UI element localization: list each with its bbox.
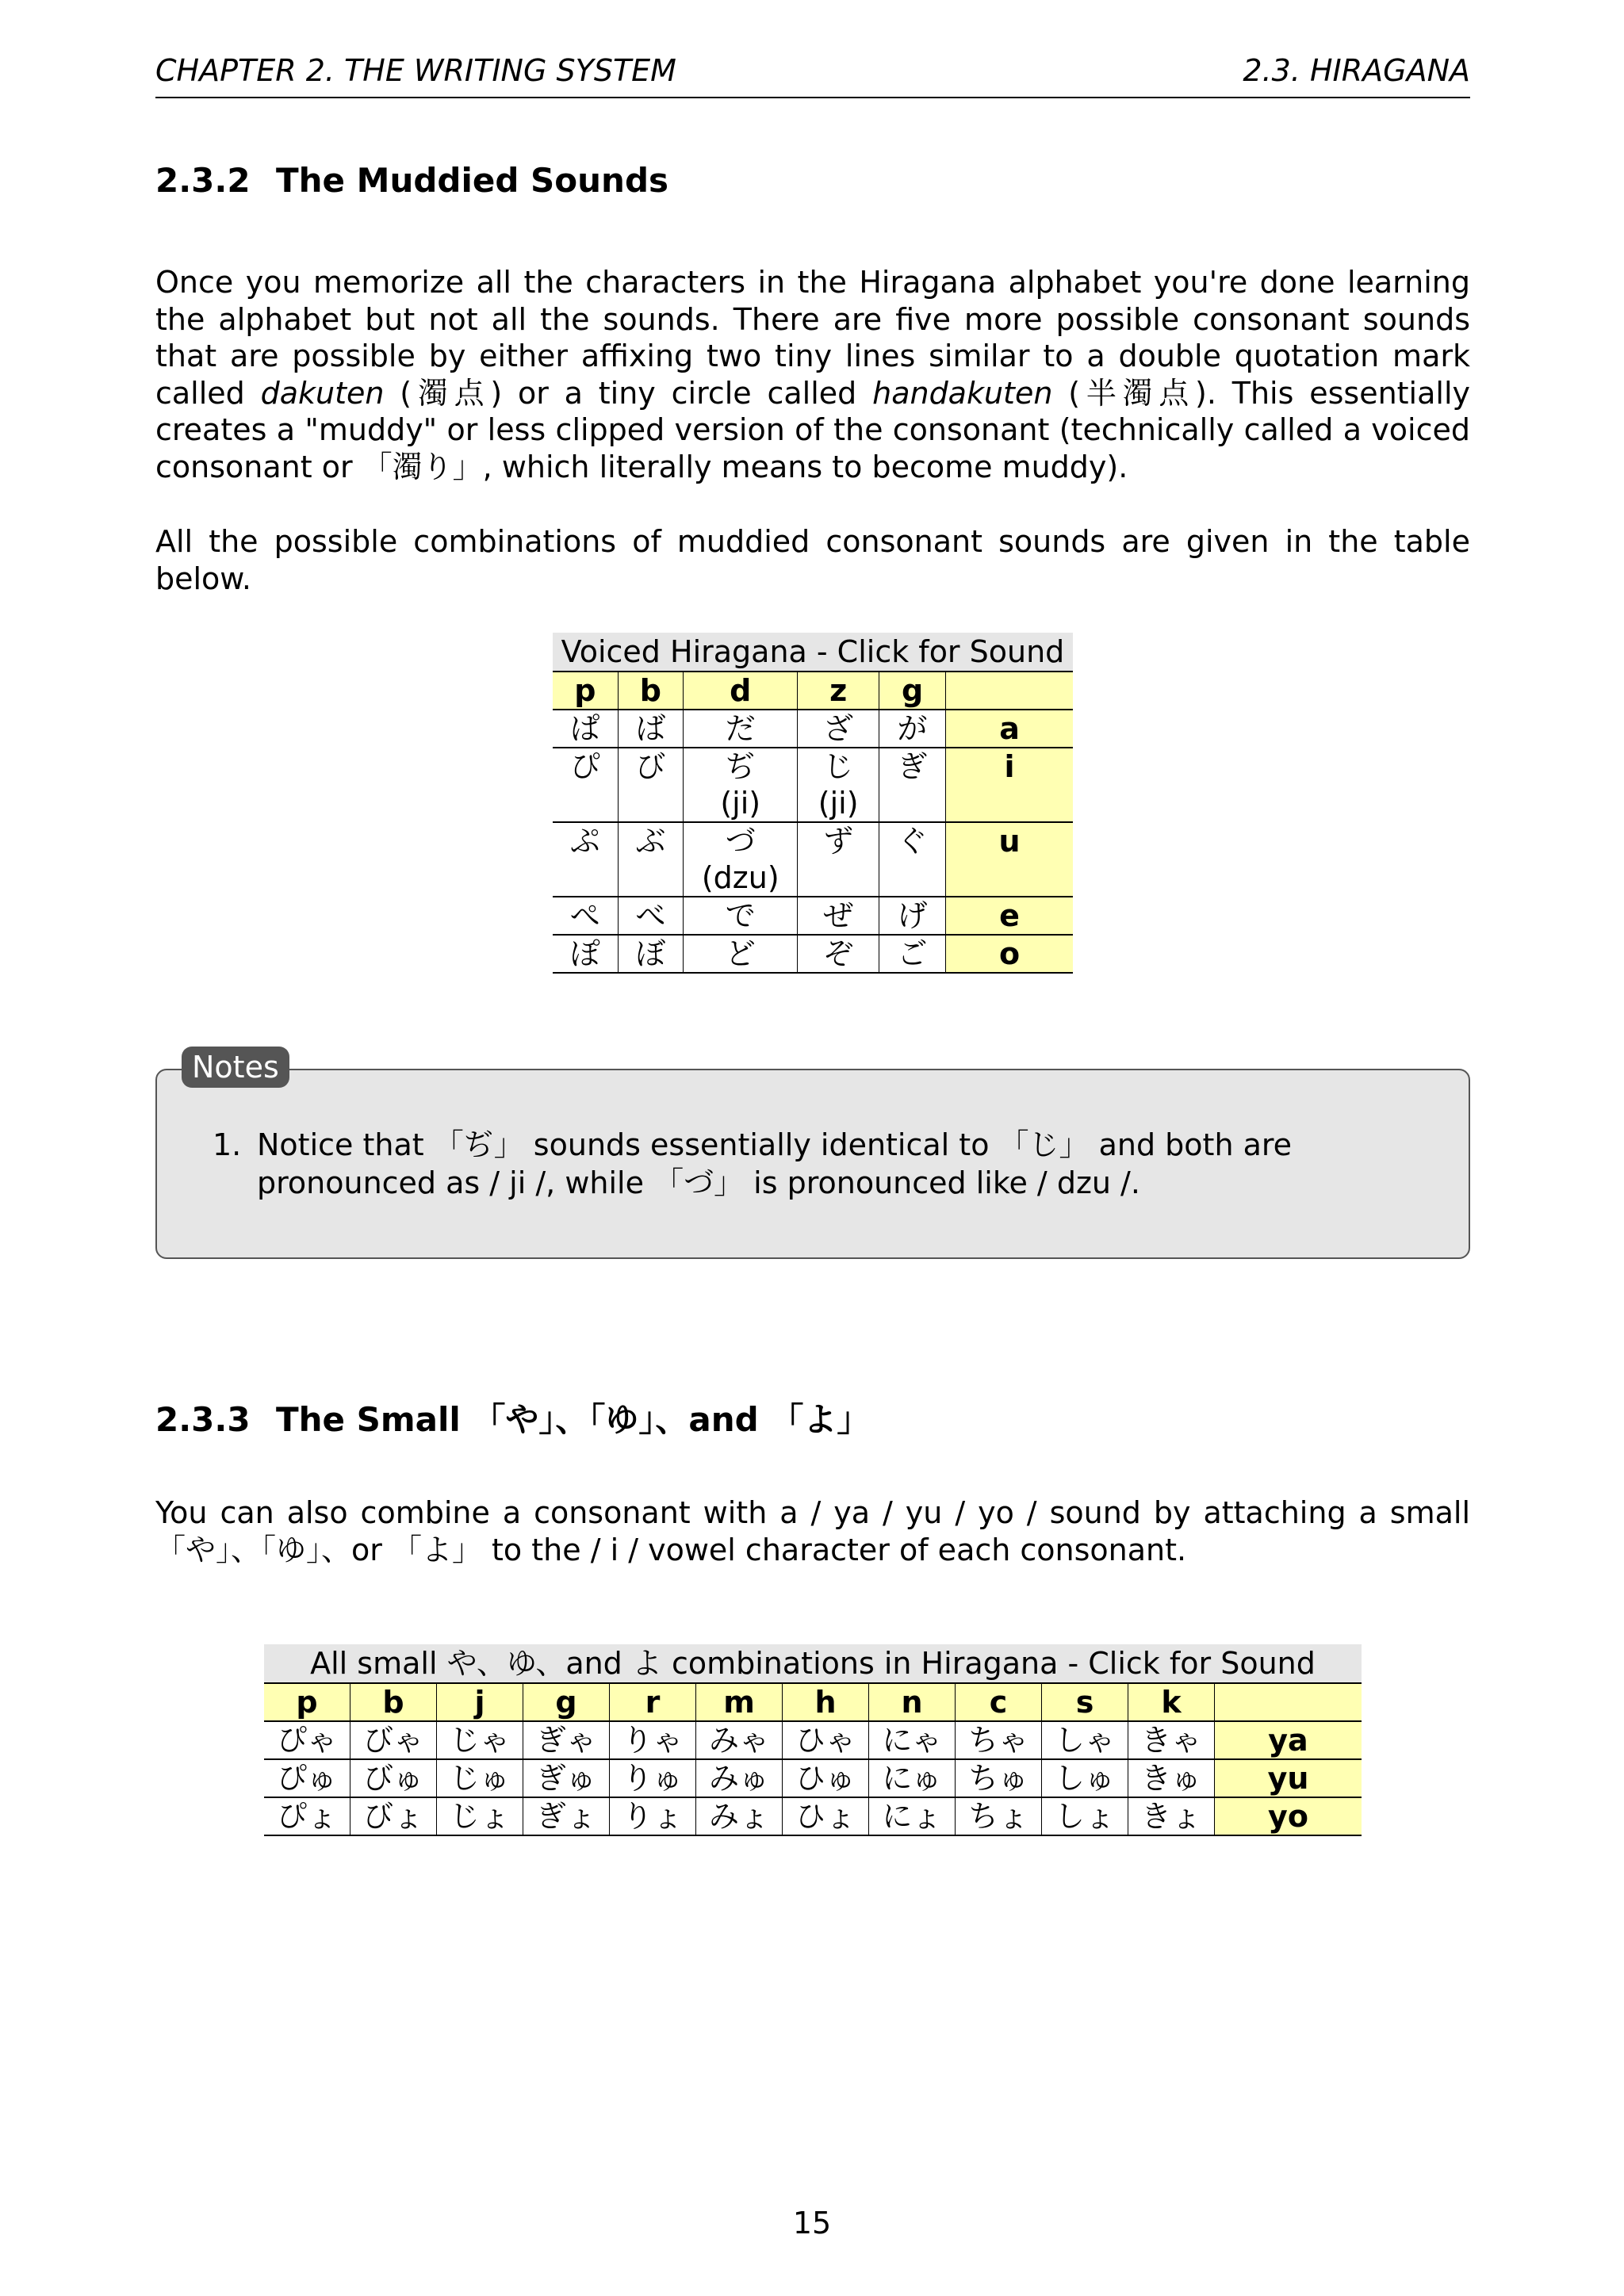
column-header: b — [350, 1684, 437, 1721]
kana-cell[interactable] — [618, 935, 684, 973]
vowel-label: a — [946, 710, 1073, 748]
kana-glyph[interactable]: げ — [897, 898, 928, 933]
column-header: c — [956, 1684, 1042, 1721]
kana-cell[interactable]: ちゅ — [956, 1759, 1042, 1797]
table-row — [264, 1721, 1362, 1759]
vowel-label: ya — [1215, 1721, 1362, 1759]
kana-cell[interactable] — [684, 935, 798, 973]
kana-cell[interactable] — [618, 748, 684, 822]
kana-cell[interactable]: きょ — [1128, 1797, 1215, 1835]
kana-cell[interactable]: ひょ — [783, 1797, 869, 1835]
kana-cell[interactable]: びゅ — [350, 1759, 437, 1797]
vowel-label: i — [946, 748, 1073, 822]
kana-glyph[interactable]: ぴ — [569, 749, 600, 784]
kana-glyph[interactable]: ぎ — [897, 749, 928, 784]
column-header: b — [618, 672, 684, 710]
kana-cell[interactable]: びゃ — [350, 1721, 437, 1759]
kana-cell[interactable]: きゅ — [1128, 1759, 1215, 1797]
column-header: s — [1042, 1684, 1128, 1721]
running-header — [155, 49, 1470, 98]
kana-cell[interactable] — [879, 748, 945, 822]
section-title: The Muddied Sounds — [276, 161, 669, 200]
section-heading-233 — [155, 1394, 870, 1441]
kana-cell[interactable] — [618, 710, 684, 748]
kana-cell[interactable] — [553, 897, 618, 935]
column-header: z — [798, 672, 879, 710]
kana-glyph[interactable]: ぺ — [569, 898, 600, 933]
kana-cell[interactable]: みゃ — [696, 1721, 783, 1759]
kana-glyph[interactable]: ど — [725, 936, 756, 971]
kana-cell[interactable]: ぴゃ — [264, 1721, 350, 1759]
paragraph-text: (濁点) or a tiny circle called — [384, 375, 873, 411]
section-heading-232 — [155, 161, 668, 200]
kana-cell[interactable]: びょ — [350, 1797, 437, 1835]
kana-cell[interactable]: ぴょ — [264, 1797, 350, 1835]
kana-glyph[interactable]: ぽ — [569, 936, 600, 971]
kana-cell[interactable]: きゃ — [1128, 1721, 1215, 1759]
kana-cell[interactable]: みょ — [696, 1797, 783, 1835]
kana-cell[interactable]: じょ — [437, 1797, 523, 1835]
kana-cell[interactable]: ちょ — [956, 1797, 1042, 1835]
table-caption[interactable]: All small や、ゆ、and よ combinations in Hiragana - Click for Sound — [264, 1644, 1362, 1684]
kana-cell[interactable]: にょ — [869, 1797, 956, 1835]
kana-cell[interactable] — [618, 822, 684, 897]
kana-cell[interactable]: にゃ — [869, 1721, 956, 1759]
kana-glyph[interactable]: ぜ — [823, 898, 854, 933]
small-kana-paragraph: You can also combine a consonant with a / ya / yu / yo / sound by attaching a small 「や」、「ゆ」、or 「よ」 to the / i / vowel character of each consonant. — [155, 1495, 1470, 1567]
kana-cell[interactable] — [553, 935, 618, 973]
kana-glyph[interactable]: ぱ — [569, 711, 600, 746]
vowel-label: e — [946, 897, 1073, 935]
column-header: d — [684, 672, 798, 710]
vowel-label: yo — [1215, 1797, 1362, 1835]
column-header: m — [696, 1684, 783, 1721]
table-header-row — [553, 672, 1073, 710]
column-header: j — [437, 1684, 523, 1721]
kana-cell[interactable] — [553, 710, 618, 748]
kana-cell[interactable]: しゃ — [1042, 1721, 1128, 1759]
kana-cell[interactable]: りゃ — [610, 1721, 696, 1759]
kana-cell[interactable]: ぎゅ — [523, 1759, 610, 1797]
kana-cell[interactable]: にゅ — [869, 1759, 956, 1797]
section-number: 2.3.2 — [155, 161, 251, 200]
chapter-header: CHAPTER 2. THE WRITING SYSTEM — [155, 53, 676, 88]
kana-glyph[interactable]: ざ — [823, 711, 854, 746]
kana-glyph[interactable]: が — [897, 711, 928, 746]
page-number: 15 — [792, 2206, 832, 2241]
column-header: k — [1128, 1684, 1215, 1721]
kana-glyph[interactable]: ぷ — [569, 824, 600, 859]
paragraph-text: (半濁点). This essentially creates a "muddy" or less clipped version of the consonant (technically called a voiced consonant or 「濁り」, which literally means to become muddy). — [155, 375, 1470, 484]
kana-cell[interactable]: ひゃ — [783, 1721, 869, 1759]
kana-cell[interactable]: ぎょ — [523, 1797, 610, 1835]
note-text: Notice that 「ぢ」 sounds essentially identical to 「じ」 and both are pronounced as / ji /, while 「づ」 is pronounced like / dzu /. — [257, 1127, 1293, 1200]
kana-cell[interactable]: じゃ — [437, 1721, 523, 1759]
kana-cell[interactable]: みゅ — [696, 1759, 783, 1797]
kana-glyph[interactable]: で — [725, 898, 756, 933]
column-header-blank — [1215, 1684, 1362, 1721]
column-header: g — [523, 1684, 610, 1721]
kana-glyph[interactable]: ぞ — [823, 936, 854, 971]
vowel-label: o — [946, 935, 1073, 973]
column-header: p — [553, 672, 618, 710]
column-header: h — [783, 1684, 869, 1721]
romaji-note: (dzu) — [701, 860, 779, 895]
kana-cell[interactable] — [879, 897, 945, 935]
kana-cell[interactable]: じゅ — [437, 1759, 523, 1797]
notes-list — [213, 1126, 1440, 1202]
romaji-note: (ji) — [720, 786, 761, 821]
kana-glyph[interactable]: べ — [635, 898, 666, 933]
section-number: 2.3.3 — [155, 1400, 251, 1439]
term-dakuten: dakuten — [260, 375, 385, 411]
table-intro-paragraph: All the possible combinations of muddied consonant sounds are given in the table below. — [155, 524, 1470, 596]
kana-cell[interactable]: りゅ — [610, 1759, 696, 1797]
table-row — [553, 710, 1073, 748]
kana-glyph[interactable]: ぢ — [725, 749, 756, 784]
kana-cell[interactable] — [798, 748, 879, 822]
kana-glyph[interactable]: ぼ — [635, 936, 666, 971]
kana-cell[interactable]: ぴゅ — [264, 1759, 350, 1797]
kana-cell[interactable] — [684, 897, 798, 935]
column-header-blank — [946, 672, 1073, 710]
paragraph-text: Once you memorize all the characters in the Hiragana alphabet you're done learning the alphabet but not all the sounds. There are five more possible consonant sounds that are possible by either affixing two tiny lines similar to a double quotation mark called — [155, 265, 1470, 411]
kana-cell[interactable]: ぎゃ — [523, 1721, 610, 1759]
kana-cell[interactable] — [684, 822, 798, 897]
intro-paragraph — [155, 264, 1470, 485]
kana-glyph[interactable]: ぶ — [635, 824, 666, 859]
kana-glyph[interactable]: ぐ — [897, 824, 928, 859]
kana-cell[interactable]: ちゃ — [956, 1721, 1042, 1759]
table-row — [553, 822, 1073, 897]
vowel-label: yu — [1215, 1759, 1362, 1797]
notes-tag: Notes — [182, 1047, 289, 1088]
voiced-hiragana-table[interactable] — [553, 633, 1073, 974]
kana-cell[interactable]: ひゅ — [783, 1759, 869, 1797]
kana-cell[interactable] — [553, 822, 618, 897]
section-header: 2.3. HIRAGANA — [1243, 53, 1470, 88]
table-row — [553, 935, 1073, 973]
note-item — [213, 1126, 1440, 1202]
table-row — [553, 748, 1073, 822]
kana-cell[interactable]: りょ — [610, 1797, 696, 1835]
table-header-row — [264, 1684, 1362, 1721]
kana-cell[interactable] — [798, 710, 879, 748]
column-header: r — [610, 1684, 696, 1721]
kana-cell[interactable] — [798, 822, 879, 897]
table-caption[interactable]: Voiced Hiragana - Click for Sound — [553, 633, 1073, 672]
table-row — [264, 1797, 1362, 1835]
kana-cell[interactable]: しょ — [1042, 1797, 1128, 1835]
note-number: 1. — [213, 1127, 242, 1162]
romaji-note: (ji) — [818, 786, 859, 821]
kana-cell[interactable] — [879, 935, 945, 973]
kana-glyph[interactable]: ご — [897, 936, 928, 971]
kana-glyph[interactable]: ず — [823, 824, 854, 859]
kana-glyph[interactable]: じ — [823, 749, 854, 784]
kana-cell[interactable] — [618, 897, 684, 935]
term-handakuten: handakuten — [872, 375, 1053, 411]
kana-glyph[interactable]: だ — [725, 711, 756, 746]
section-title: The Small 「や」、「ゆ」、and 「よ」 — [276, 1400, 871, 1439]
kana-cell[interactable] — [553, 748, 618, 822]
kana-glyph[interactable]: ば — [635, 711, 666, 746]
small-yayuyo-table[interactable] — [264, 1644, 1362, 1836]
kana-glyph[interactable]: び — [635, 749, 666, 784]
vowel-label: u — [946, 822, 1073, 897]
kana-cell[interactable] — [798, 935, 879, 973]
kana-cell[interactable] — [879, 822, 945, 897]
kana-cell[interactable] — [879, 710, 945, 748]
kana-cell[interactable] — [798, 897, 879, 935]
table-row — [553, 897, 1073, 935]
column-header: n — [869, 1684, 956, 1721]
column-header: p — [264, 1684, 350, 1721]
table-row — [264, 1759, 1362, 1797]
kana-cell[interactable]: しゅ — [1042, 1759, 1128, 1797]
column-header: g — [879, 672, 945, 710]
kana-cell[interactable] — [684, 748, 798, 822]
kana-glyph[interactable]: づ — [725, 824, 756, 859]
kana-cell[interactable] — [684, 710, 798, 748]
